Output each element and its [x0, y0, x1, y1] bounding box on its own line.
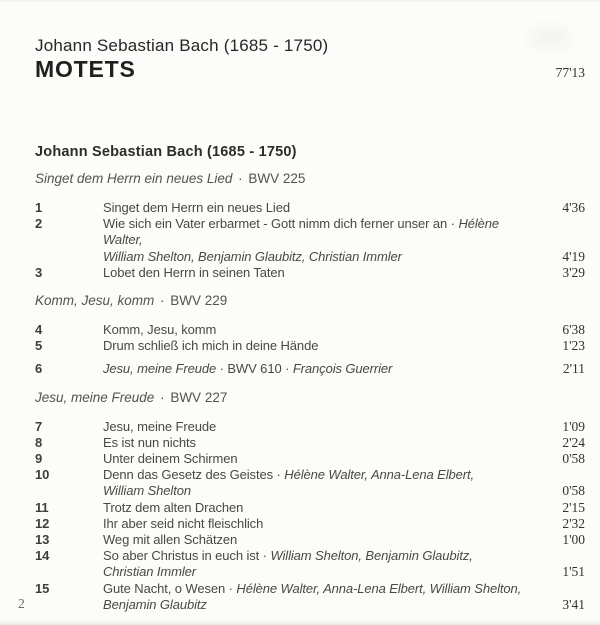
track-number: 7	[35, 418, 43, 434]
track-title-line	[103, 200, 529, 216]
track-title	[103, 500, 529, 516]
tracklist-section	[35, 293, 585, 378]
track-title-line	[103, 361, 529, 377]
track-row	[35, 500, 585, 516]
work-title-text: Singet dem Herrn ein neues Lied	[35, 171, 233, 186]
track-performers: Benjamin Glaubitz	[103, 596, 207, 612]
track-duration: 3'29	[562, 264, 585, 280]
album-header	[0, 0, 600, 83]
track-title	[103, 467, 529, 499]
track-row	[35, 581, 585, 613]
track-number: 15	[35, 580, 50, 596]
track-title-line	[103, 581, 529, 597]
track-row	[35, 548, 585, 580]
track-title-line	[103, 216, 529, 248]
track-number: 6	[35, 361, 43, 377]
track-number: 5	[35, 338, 43, 354]
track-title-line	[103, 467, 529, 483]
work-title	[35, 390, 585, 406]
track-title-text: ·	[225, 580, 237, 596]
work-catalog-number: BWV 225	[248, 171, 306, 186]
track-title-line	[103, 597, 529, 613]
track-title-line	[103, 532, 529, 548]
track-title	[103, 532, 529, 548]
track-row	[35, 532, 585, 548]
page-number: 2	[18, 596, 25, 611]
track-title-line	[103, 435, 529, 451]
track-title-line	[103, 548, 529, 564]
tracklist-section	[35, 390, 585, 613]
track-performers: Hélène Walter, Anna-Lena Elbert, William Shelton,	[236, 580, 522, 596]
track-title-text: Wie sich ein Vater erbarmet - Gott nimm dich ferner unser an	[103, 216, 448, 232]
track-title	[103, 581, 529, 613]
track-duration: 4'19	[562, 248, 585, 264]
track-number: 13	[35, 532, 50, 548]
track-row	[35, 435, 585, 451]
track-row	[35, 216, 585, 265]
track-duration: 2'32	[562, 515, 585, 531]
work-catalog-number: BWV 227	[170, 389, 228, 405]
track-number: 11	[35, 499, 49, 515]
track-performers: François Guerrier	[292, 361, 393, 377]
track-sections	[0, 144, 600, 613]
track-row	[35, 467, 585, 499]
track-duration: 1'23	[562, 338, 585, 354]
album-title: MOTETS	[35, 56, 136, 82]
track-duration: 0'58	[562, 451, 585, 467]
track-duration: 4'36	[562, 200, 585, 215]
track-performers: Hélène Walter,	[103, 216, 500, 248]
track-duration: 0'58	[562, 483, 585, 499]
track-title-line	[103, 516, 529, 532]
track-title-text: BWV 610	[227, 361, 282, 377]
track-title	[103, 200, 529, 216]
work-title-text: Jesu, meine Freude	[35, 389, 155, 405]
track-list	[35, 200, 585, 281]
track-performers: Jesu, meine Freude	[103, 361, 217, 377]
track-title	[103, 265, 529, 281]
track-title-text: ·	[447, 216, 459, 232]
track-title	[103, 451, 529, 467]
track-performers: Christian Immler	[103, 564, 197, 580]
track-title-text: Gute Nacht, o Wesen	[103, 580, 226, 596]
track-title-text: So aber Christus in euch ist	[103, 548, 260, 564]
section-artist-heading: Johann Sebastian Bach (1685 - 1750)	[35, 144, 297, 160]
work-title-text: Komm, Jesu, komm	[35, 293, 155, 309]
track-title-text: Trotz dem alten Drachen	[103, 499, 244, 515]
track-title-line	[103, 500, 529, 516]
track-title-text: Weg mit allen Schätzen	[103, 532, 238, 548]
track-title	[103, 361, 529, 377]
track-duration: 1'00	[562, 532, 585, 548]
work-title	[35, 171, 585, 187]
track-list	[35, 419, 585, 613]
track-list	[35, 322, 585, 378]
tracklist-section	[35, 144, 585, 281]
track-title-line	[103, 249, 529, 265]
album-title-row	[35, 56, 585, 83]
track-title	[103, 338, 529, 354]
track-row	[35, 516, 585, 532]
track-number: 2	[35, 216, 43, 232]
track-title-text: Unter deinem Schirmen	[103, 451, 238, 467]
track-performers: William Shelton, Benjamin Glaubitz,	[270, 548, 473, 564]
track-title	[103, 419, 529, 435]
track-duration: 1'09	[562, 418, 585, 434]
track-title-text: Denn das Gesetz des Geistes	[103, 467, 274, 483]
track-title	[103, 216, 529, 265]
track-title-text: Lobet den Herrn in seinen Taten	[103, 264, 285, 280]
track-title	[103, 548, 529, 580]
track-title-line	[103, 322, 529, 338]
track-title-text: Drum schließ ich mich in deine Hände	[103, 338, 319, 354]
track-row	[35, 361, 585, 377]
track-number: 12	[35, 515, 50, 531]
track-row	[35, 338, 585, 354]
work-title-separator: ·	[156, 389, 169, 405]
track-performers: William Shelton, Benjamin Glaubitz, Christian Immler	[103, 248, 402, 264]
track-row	[35, 419, 585, 435]
track-title-line	[103, 483, 529, 499]
track-row	[35, 200, 585, 216]
track-duration: 2'15	[562, 499, 585, 515]
track-title-text: ·	[281, 361, 293, 377]
track-duration: 3'41	[562, 596, 585, 612]
track-title-line	[103, 265, 529, 281]
track-title-text: ·	[216, 361, 228, 377]
track-title-text: Komm, Jesu, komm	[103, 322, 217, 338]
track-row	[35, 322, 585, 338]
track-title	[103, 516, 529, 532]
track-title-text: ·	[273, 467, 285, 483]
track-performers: William Shelton	[103, 483, 191, 499]
track-number: 9	[35, 451, 43, 467]
track-duration: 2'24	[562, 434, 585, 450]
track-row	[35, 451, 585, 467]
work-title-separator: ·	[234, 171, 247, 186]
track-title-line	[103, 564, 529, 580]
track-title-text: ·	[259, 548, 271, 564]
track-number: 1	[35, 200, 43, 215]
track-title-text: Singet dem Herrn ein neues Lied	[103, 200, 290, 215]
track-number: 3	[35, 264, 43, 280]
track-duration: 2'11	[562, 361, 585, 377]
album-composer: Johann Sebastian Bach (1685 - 1750)	[35, 36, 329, 55]
track-number: 14	[35, 548, 50, 564]
track-title	[103, 435, 529, 451]
track-title-text: Jesu, meine Freude	[103, 418, 217, 434]
work-title	[35, 293, 585, 309]
track-title	[103, 322, 529, 338]
track-duration: 1'51	[562, 564, 585, 580]
track-number: 8	[35, 434, 43, 450]
album-total-duration: 77'13	[555, 65, 585, 80]
track-title-line	[103, 419, 529, 435]
work-catalog-number: BWV 229	[170, 293, 228, 309]
track-performers: Hélène Walter, Anna-Lena Elbert,	[284, 467, 475, 483]
track-number: 4	[35, 322, 43, 338]
track-row	[35, 265, 585, 281]
track-title-line	[103, 451, 529, 467]
track-title-text: Ihr aber seid nicht fleischlich	[103, 515, 264, 531]
track-number: 10	[35, 467, 50, 483]
track-title-line	[103, 338, 529, 354]
track-title-text: Es ist nun nichts	[103, 434, 196, 450]
track-duration: 6'38	[562, 322, 585, 338]
work-title-separator: ·	[156, 293, 169, 309]
